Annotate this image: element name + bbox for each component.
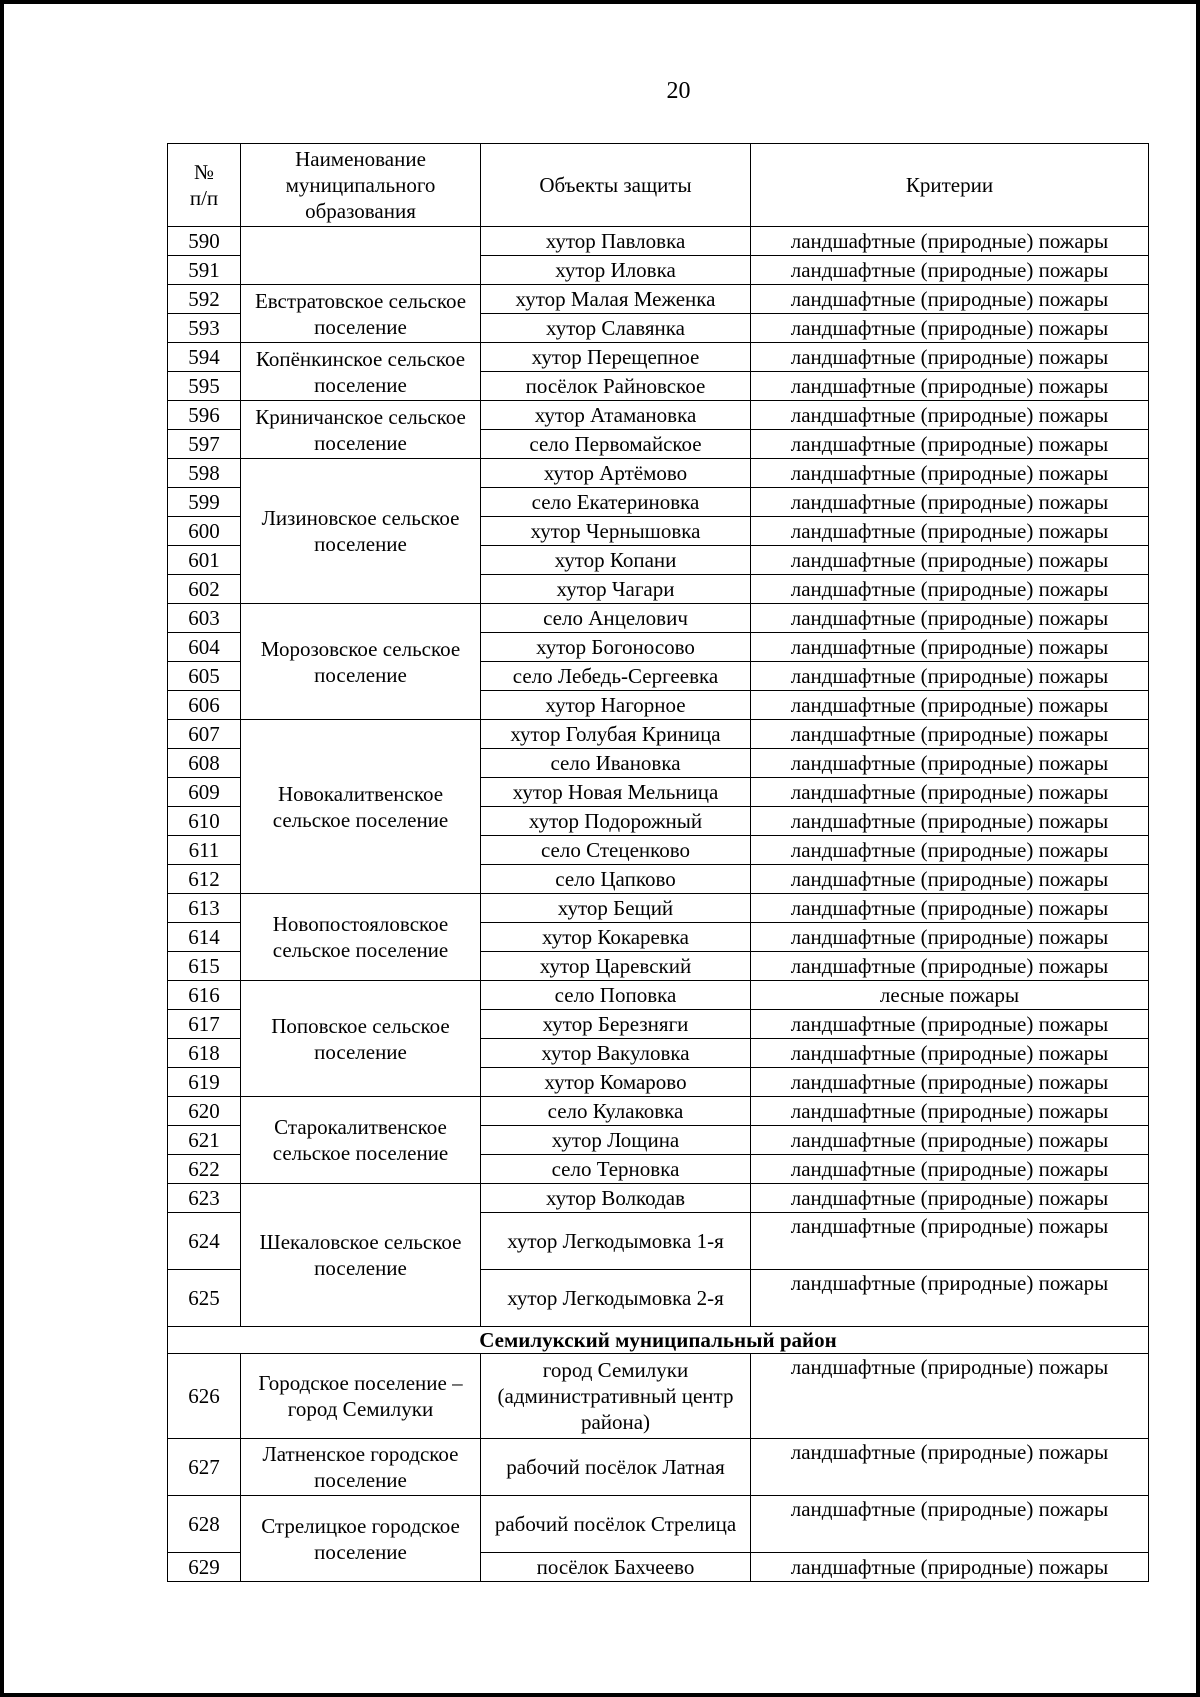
table-row [168,459,1149,488]
object-cell: хутор Голубая Криница [481,720,751,749]
criteria-cell: ландшафтные (природные) пожары [751,1496,1149,1553]
criteria-cell: ландшафтные (природные) пожары [751,517,1149,546]
row-number: 605 [168,662,241,691]
row-number: 591 [168,256,241,285]
row-number: 598 [168,459,241,488]
table-row [168,401,1149,430]
header-num: № п/п [168,144,241,227]
municipality-cell: Стрелицкое городское поселение [241,1496,481,1582]
object-cell: хутор Березняги [481,1010,751,1039]
criteria-cell: ландшафтные (природные) пожары [751,430,1149,459]
criteria-cell: ландшафтные (природные) пожары [751,1354,1149,1439]
table-row [168,1496,1149,1553]
criteria-cell: ландшафтные (природные) пожары [751,1270,1149,1327]
object-cell: село Терновка [481,1155,751,1184]
object-cell: село Анцелович [481,604,751,633]
object-cell: село Цапково [481,865,751,894]
object-cell: хутор Перещепное [481,343,751,372]
criteria-cell: ландшафтные (природные) пожары [751,633,1149,662]
municipality-cell: Морозовское сельское поселение [241,604,481,720]
criteria-cell: ландшафтные (природные) пожары [751,1553,1149,1582]
page-number: 20 [666,78,691,104]
section-row [168,1327,1149,1354]
header-objects: Объекты защиты [481,144,751,227]
criteria-cell: ландшафтные (природные) пожары [751,1068,1149,1097]
row-number: 629 [168,1553,241,1582]
object-cell: хутор Атамановка [481,401,751,430]
row-number: 600 [168,517,241,546]
table-row [168,1184,1149,1213]
object-cell: хутор Чагари [481,575,751,604]
object-cell: хутор Царевский [481,952,751,981]
criteria-cell: ландшафтные (природные) пожары [751,778,1149,807]
row-number: 592 [168,285,241,314]
table-header-row [168,144,1149,227]
row-number: 604 [168,633,241,662]
row-number: 624 [168,1213,241,1270]
object-cell: хутор Новая Мельница [481,778,751,807]
row-number: 615 [168,952,241,981]
criteria-cell: ландшафтные (природные) пожары [751,343,1149,372]
criteria-cell: ландшафтные (природные) пожары [751,894,1149,923]
row-number: 618 [168,1039,241,1068]
criteria-cell: ландшафтные (природные) пожары [751,546,1149,575]
criteria-cell: ландшафтные (природные) пожары [751,256,1149,285]
criteria-cell: ландшафтные (природные) пожары [751,1039,1149,1068]
row-number: 621 [168,1126,241,1155]
row-number: 619 [168,1068,241,1097]
table-row [168,1439,1149,1496]
object-cell: хутор Славянка [481,314,751,343]
criteria-cell: ландшафтные (природные) пожары [751,604,1149,633]
row-number: 594 [168,343,241,372]
criteria-cell: ландшафтные (природные) пожары [751,1010,1149,1039]
criteria-cell: ландшафтные (природные) пожары [751,836,1149,865]
municipality-cell: Шекаловское сельское поселение [241,1184,481,1327]
object-cell: хутор Кокаревка [481,923,751,952]
municipality-cell: Латненское городское поселение [241,1439,481,1496]
row-number: 623 [168,1184,241,1213]
criteria-cell: ландшафтные (природные) пожары [751,807,1149,836]
row-number: 617 [168,1010,241,1039]
row-number: 610 [168,807,241,836]
table-row [168,1354,1149,1439]
object-cell: село Поповка [481,981,751,1010]
object-cell: хутор Павловка [481,227,751,256]
row-number: 622 [168,1155,241,1184]
municipality-cell: Евстратовское сельское поселение [241,285,481,343]
criteria-cell: ландшафтные (природные) пожары [751,1155,1149,1184]
object-cell: село Екатериновка [481,488,751,517]
criteria-cell: ландшафтные (природные) пожары [751,691,1149,720]
object-cell: хутор Волкодав [481,1184,751,1213]
object-cell: хутор Лощина [481,1126,751,1155]
criteria-cell: ландшафтные (природные) пожары [751,1439,1149,1496]
object-cell: хутор Подорожный [481,807,751,836]
row-number: 599 [168,488,241,517]
criteria-cell: ландшафтные (природные) пожары [751,459,1149,488]
row-number: 609 [168,778,241,807]
municipality-cell: Поповское сельское поселение [241,981,481,1097]
municipality-cell: Новопостояловское сельское поселение [241,894,481,981]
municipality-cell: Новокалитвенское сельское поселение [241,720,481,894]
row-number: 590 [168,227,241,256]
row-number: 607 [168,720,241,749]
header-municipality: Наименование муниципального образования [241,144,481,227]
row-number: 606 [168,691,241,720]
row-number: 616 [168,981,241,1010]
row-number: 603 [168,604,241,633]
table-row [168,1097,1149,1126]
row-number: 626 [168,1354,241,1439]
criteria-cell: ландшафтные (природные) пожары [751,488,1149,517]
object-cell: село Ивановка [481,749,751,778]
row-number: 596 [168,401,241,430]
object-cell: село Кулаковка [481,1097,751,1126]
object-cell: село Стеценково [481,836,751,865]
object-cell: посёлок Бахчеево [481,1553,751,1582]
object-cell: хутор Копани [481,546,751,575]
criteria-cell: лесные пожары [751,981,1149,1010]
municipality-cell: Лизиновское сельское поселение [241,459,481,604]
object-cell: хутор Легкодымовка 1-я [481,1213,751,1270]
criteria-cell: ландшафтные (природные) пожары [751,227,1149,256]
protection-objects-table [167,143,1149,1582]
municipality-cell: Копёнкинское сельское поселение [241,343,481,401]
row-number: 620 [168,1097,241,1126]
object-cell: хутор Бещий [481,894,751,923]
object-cell: посёлок Райновское [481,372,751,401]
criteria-cell: ландшафтные (природные) пожары [751,1126,1149,1155]
object-cell: город Семилуки (административный центр района) [481,1354,751,1439]
object-cell: хутор Комарово [481,1068,751,1097]
row-number: 601 [168,546,241,575]
row-number: 608 [168,749,241,778]
criteria-cell: ландшафтные (природные) пожары [751,372,1149,401]
header-criteria: Критерии [751,144,1149,227]
table-row [168,720,1149,749]
object-cell: хутор Легкодымовка 2-я [481,1270,751,1327]
row-number: 625 [168,1270,241,1327]
municipality-cell: Старокалитвенское сельское поселение [241,1097,481,1184]
row-number: 612 [168,865,241,894]
municipality-cell [241,227,481,285]
object-cell: рабочий посёлок Стрелица [481,1496,751,1553]
criteria-cell: ландшафтные (природные) пожары [751,865,1149,894]
table-row [168,227,1149,256]
row-number: 602 [168,575,241,604]
row-number: 613 [168,894,241,923]
criteria-cell: ландшафтные (природные) пожары [751,285,1149,314]
row-number: 593 [168,314,241,343]
criteria-cell: ландшафтные (природные) пожары [751,1097,1149,1126]
section-title: Семилукский муниципальный район [168,1327,1149,1354]
criteria-cell: ландшафтные (природные) пожары [751,575,1149,604]
table-row [168,894,1149,923]
municipality-cell: Криничанское сельское поселение [241,401,481,459]
object-cell: хутор Богоносово [481,633,751,662]
row-number: 614 [168,923,241,952]
object-cell: село Первомайское [481,430,751,459]
criteria-cell: ландшафтные (природные) пожары [751,1184,1149,1213]
row-number: 595 [168,372,241,401]
criteria-cell: ландшафтные (природные) пожары [751,749,1149,778]
object-cell: хутор Иловка [481,256,751,285]
object-cell: хутор Вакуловка [481,1039,751,1068]
criteria-cell: ландшафтные (природные) пожары [751,314,1149,343]
table-row [168,285,1149,314]
row-number: 597 [168,430,241,459]
criteria-cell: ландшафтные (природные) пожары [751,720,1149,749]
object-cell: село Лебедь-Сергеевка [481,662,751,691]
criteria-cell: ландшафтные (природные) пожары [751,662,1149,691]
row-number: 628 [168,1496,241,1553]
criteria-cell: ландшафтные (природные) пожары [751,1213,1149,1270]
object-cell: хутор Артёмово [481,459,751,488]
object-cell: хутор Чернышовка [481,517,751,546]
table-row [168,981,1149,1010]
table-row [168,604,1149,633]
criteria-cell: ландшафтные (природные) пожары [751,952,1149,981]
row-number: 627 [168,1439,241,1496]
row-number: 611 [168,836,241,865]
criteria-cell: ландшафтные (природные) пожары [751,923,1149,952]
municipality-cell: Городское поселение – город Семилуки [241,1354,481,1439]
table-row [168,343,1149,372]
object-cell: рабочий посёлок Латная [481,1439,751,1496]
object-cell: хутор Малая Меженка [481,285,751,314]
criteria-cell: ландшафтные (природные) пожары [751,401,1149,430]
object-cell: хутор Нагорное [481,691,751,720]
